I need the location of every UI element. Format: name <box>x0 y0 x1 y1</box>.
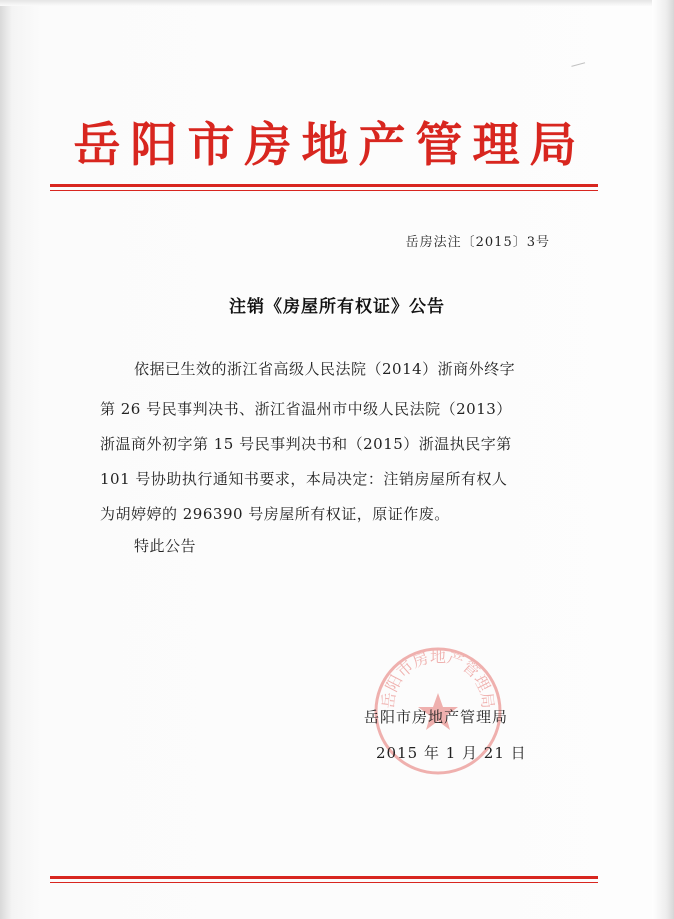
paragraph-line: 101 号协助执行通知书要求，本局决定：注销房屋所有权人 <box>100 470 508 488</box>
notice-title: 注销《房屋所有权证》公告 <box>229 297 445 317</box>
header-rule-thin <box>50 190 598 191</box>
signature-organization: 岳阳市房地产管理局 <box>364 708 509 726</box>
footer-rule-thin <box>50 882 598 883</box>
seal-text: 岳阳市房地产管理局 <box>378 646 498 710</box>
document-number: 岳房法注〔2015〕3号 <box>405 235 550 250</box>
signature-date: 2015 年 1 月 21 日 <box>376 744 527 762</box>
header-rule-thick <box>50 184 598 187</box>
paragraph-line: 为胡婷婷的 296390 号房屋所有权证，原证作废。 <box>100 505 450 523</box>
page-top-shadow <box>0 0 674 6</box>
paragraph-line: 第 26 号民事判决书、浙江省温州市中级人民法院（2013） <box>100 400 512 418</box>
paragraph-line: 浙温商外初字第 15 号民事判决书和（2015）浙温执民字第 <box>100 435 512 453</box>
closing-line: 特此公告 <box>134 537 197 555</box>
paper-scratch-mark <box>571 62 586 72</box>
paragraph-line: 依据已生效的浙江省高级人民法院（2014）浙商外终字 <box>134 360 516 378</box>
page-right-shadow <box>652 0 674 919</box>
footer-rule-thick <box>50 876 598 879</box>
organization-header: 岳阳市房地产管理局 <box>73 118 587 173</box>
